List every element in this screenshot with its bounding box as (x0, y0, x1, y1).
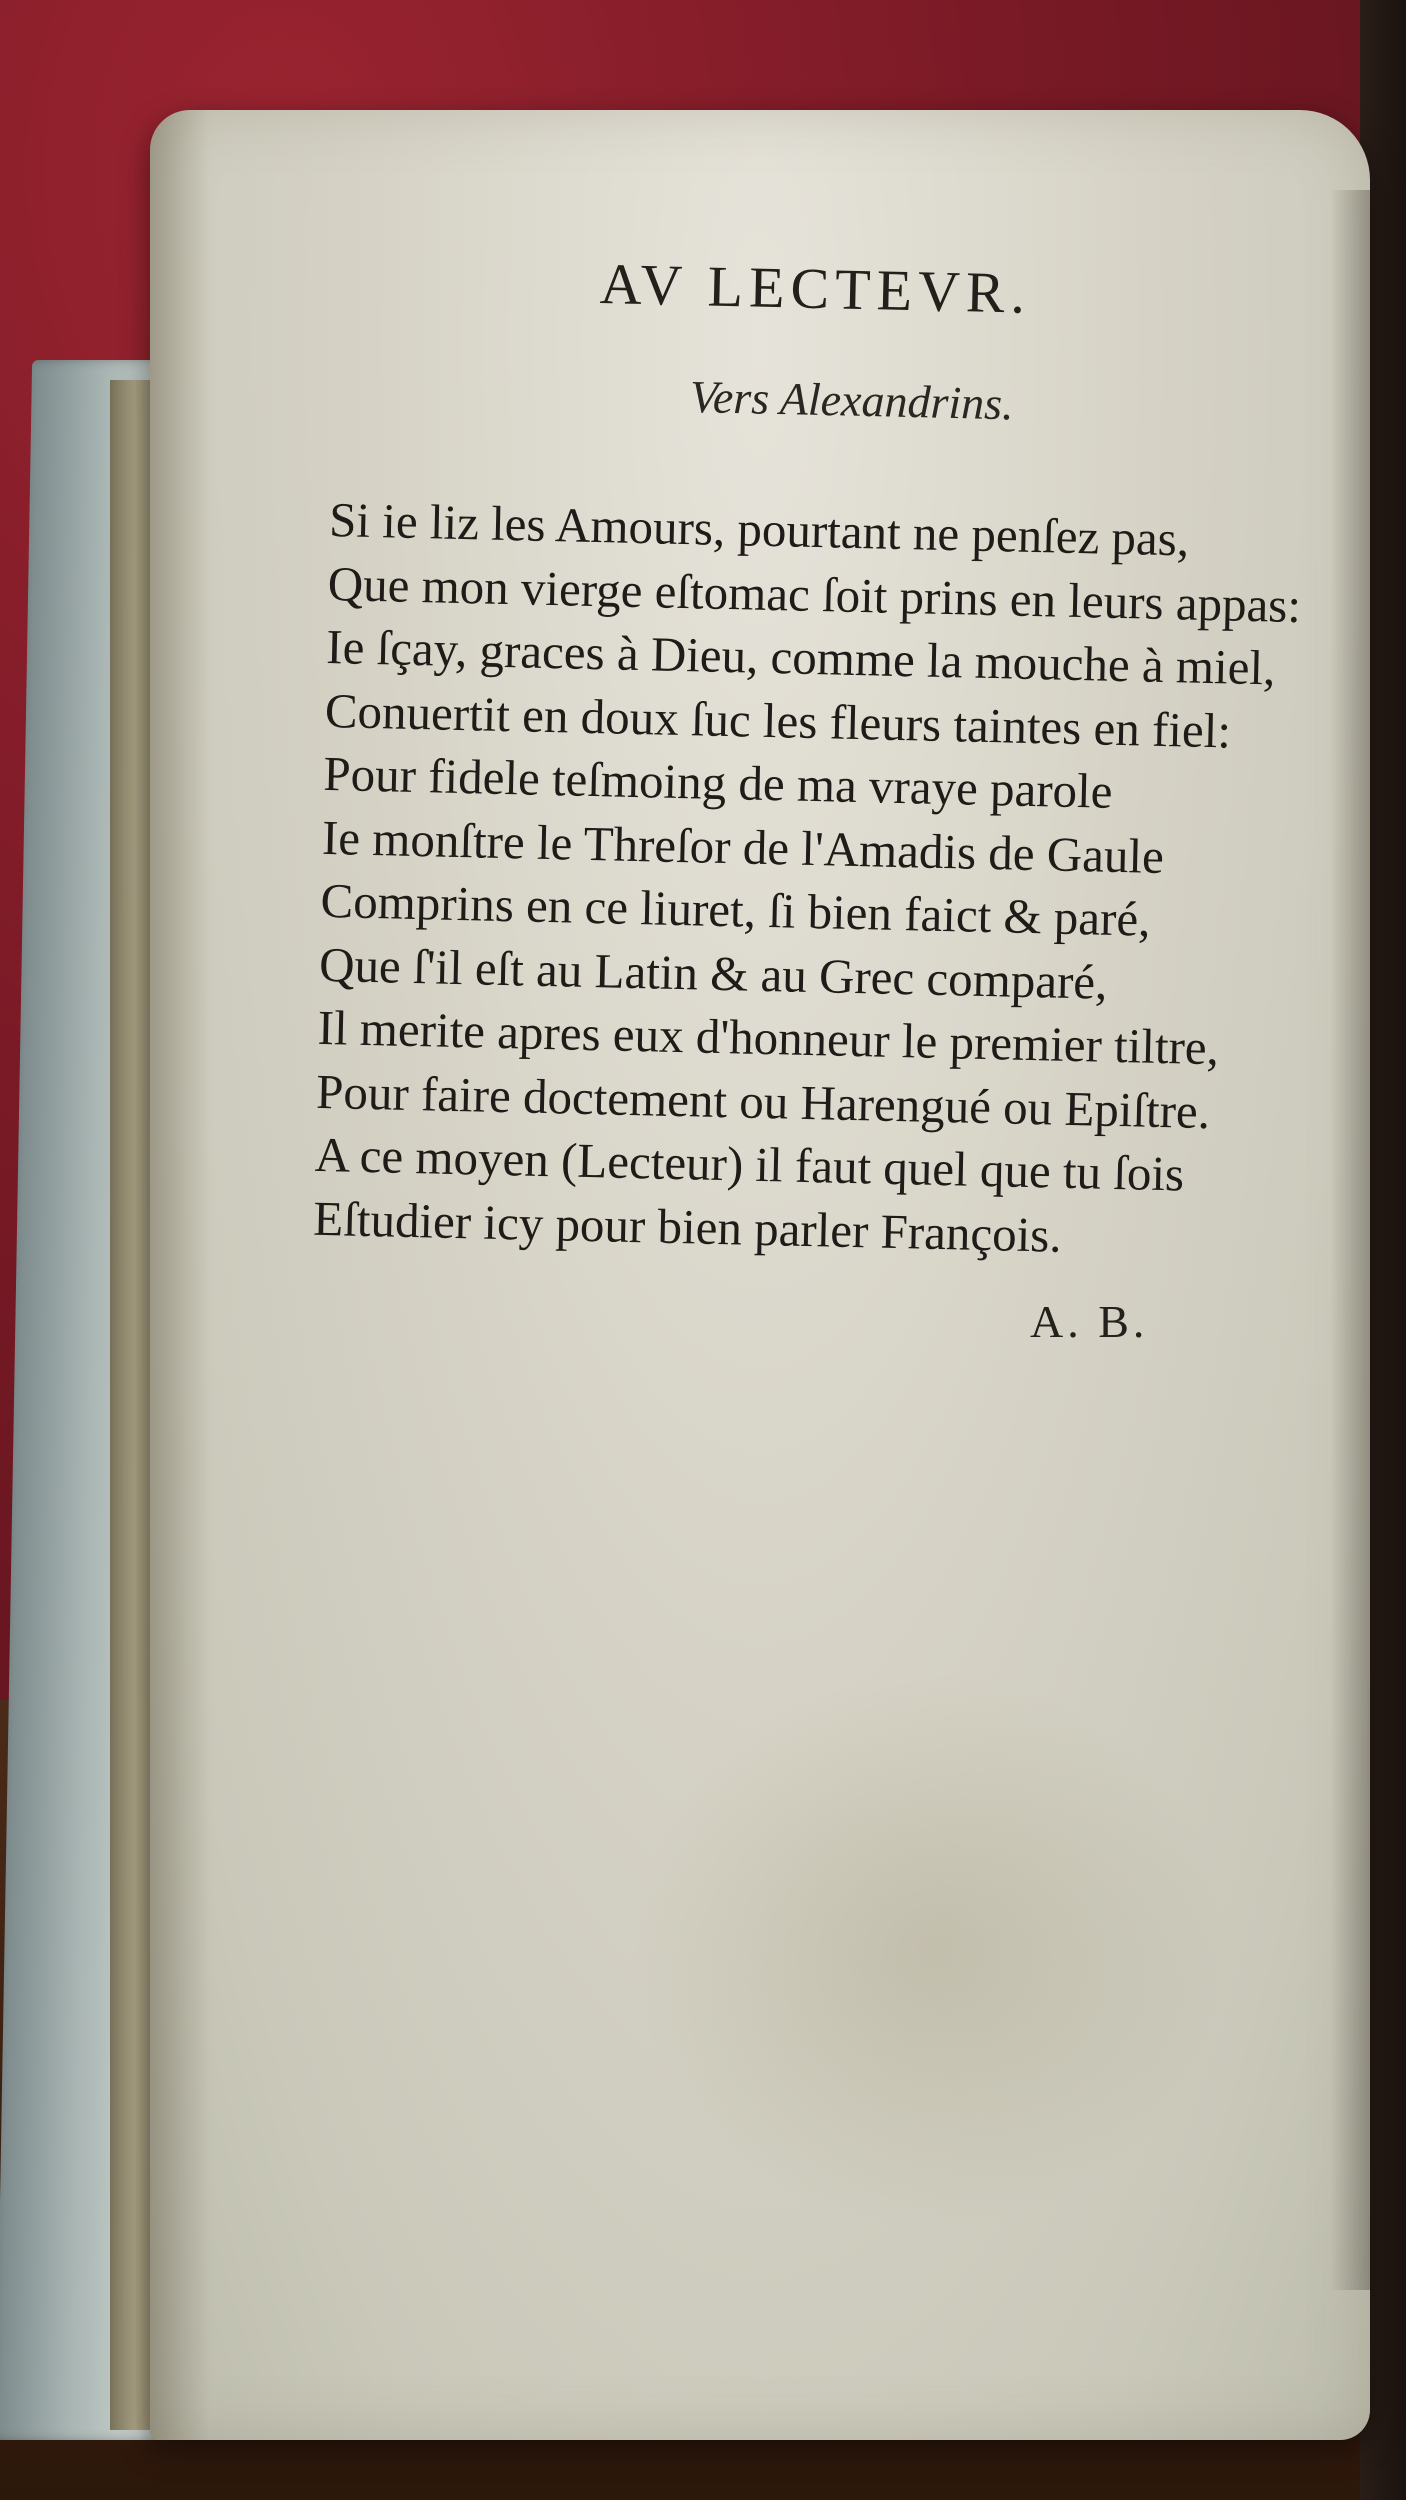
page-right-edge-shadow (1330, 190, 1370, 2290)
page-stain (630, 1670, 1230, 2230)
verse-line: Que mon vierge eſtomac ſoit prins en leurs appas: (327, 555, 1302, 633)
page-subtitle: Vers Alexandrins. (689, 371, 1015, 430)
author-signature: A. B. (1030, 1296, 1149, 1347)
verse-line: Que ſ'il eſt au Latin & au Grec comparé, (318, 936, 1109, 1010)
verse-line: Eſtudier icy pour bien parler François. (312, 1190, 1063, 1263)
page-gutter-shadow (150, 110, 210, 2440)
verse-line: Ie ſçay, graces à Dieu, comme la mouche à miel, (325, 618, 1276, 696)
poem-verse (313, 488, 1340, 1273)
verse-line: A ce moyen (Lecteur) il faut quel que tu ſois (314, 1126, 1185, 1202)
verse-line: Pour faire doctement ou Harengué ou Epiſtre. (315, 1063, 1211, 1139)
verse-line: Ie monſtre le Threſor de l'Amadis de Gaule (321, 809, 1165, 884)
verse-line: Pour fidele teſmoing de ma vraye parole (322, 745, 1114, 819)
verse-line: Si ie liz les Amours, pourtant ne penſez pas, (328, 491, 1190, 567)
book-page (150, 110, 1370, 2440)
verse-line: Conuertit en doux ſuc les fleurs taintes en fiel: (324, 682, 1232, 758)
page-title: AV LECTEVR. (599, 251, 1032, 326)
verse-line: Comprins en ce liuret, ſi bien faict & paré, (320, 872, 1152, 947)
verse-line: Il merite apres eux d'honneur le premier tiltre, (317, 999, 1220, 1076)
